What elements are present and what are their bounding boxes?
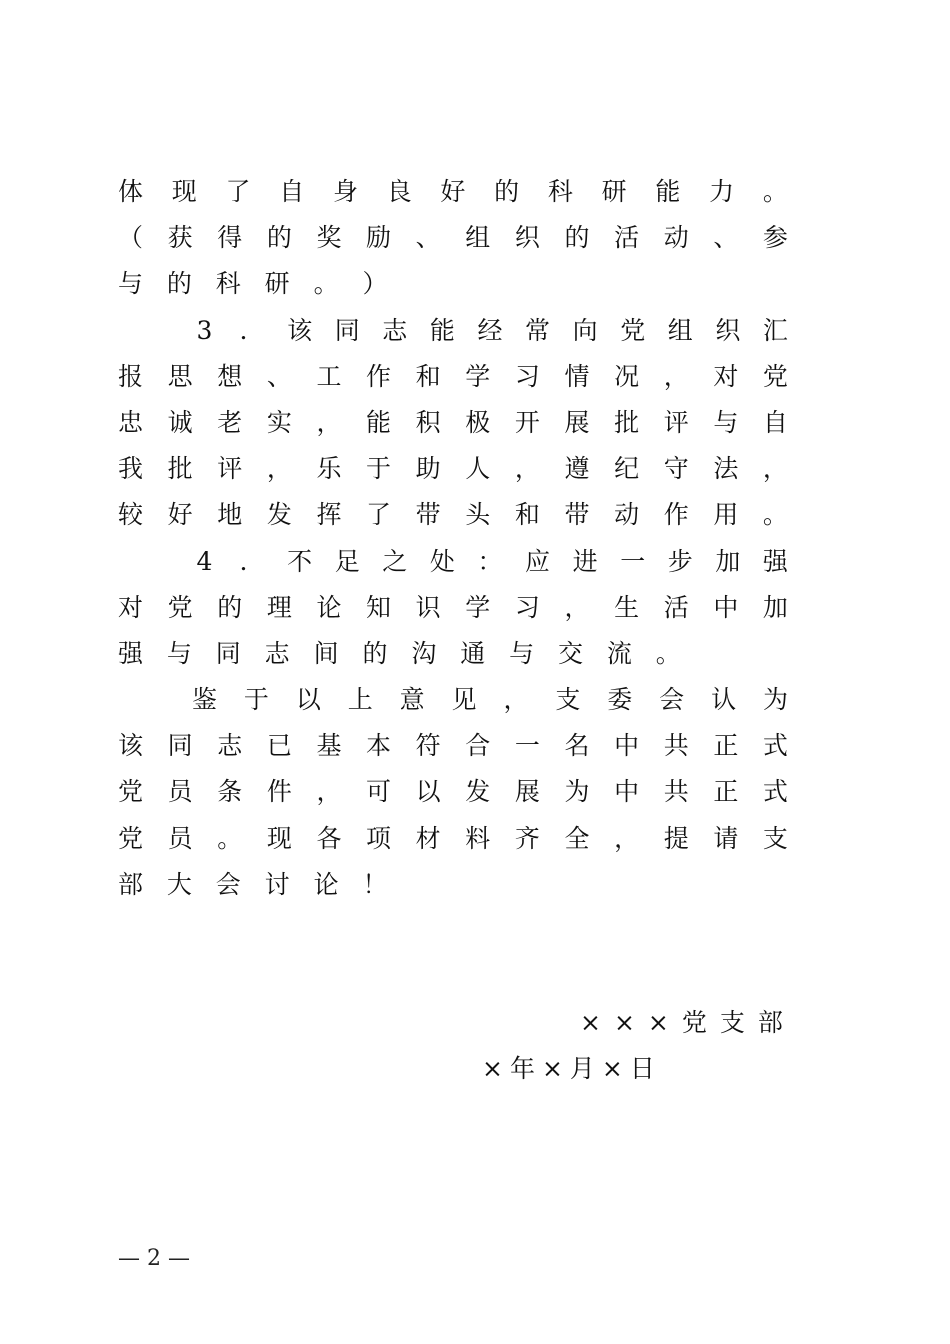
text-char: 、 <box>266 361 292 391</box>
text-char: 老 <box>217 407 243 437</box>
text-char: 的 <box>362 638 388 668</box>
text-char: 况 <box>614 361 640 391</box>
text-char: 活 <box>614 223 640 253</box>
text-char: 纪 <box>614 454 640 484</box>
text-char: 现 <box>171 177 197 206</box>
text-char: 同 <box>215 638 241 668</box>
text-char: 组 <box>465 223 491 253</box>
text-char: 学 <box>465 361 491 391</box>
text-char: 讨 <box>264 869 290 899</box>
text-char: 齐 <box>514 823 540 853</box>
text-char: 料 <box>465 823 491 853</box>
text-char: ！ <box>362 869 388 899</box>
text-line <box>118 677 788 723</box>
text-char: 于 <box>366 454 392 484</box>
text-char: 以 <box>295 685 321 715</box>
text-line <box>118 446 788 492</box>
text-char: 合 <box>465 731 491 761</box>
text-char: 能 <box>429 315 455 345</box>
text-char: 党 <box>762 361 788 391</box>
text-char: 可 <box>366 777 392 807</box>
text-char: 志 <box>264 638 290 668</box>
text-char: ， <box>663 361 689 391</box>
text-char: 处 <box>429 546 455 576</box>
text-char: 奖 <box>316 223 342 253</box>
text-char: 和 <box>415 361 441 391</box>
text-char: 与 <box>509 638 535 668</box>
text-char: 正 <box>713 731 739 761</box>
text-char: 获 <box>167 223 193 253</box>
text-char: 汇 <box>762 315 788 345</box>
text-char: 的 <box>266 223 292 253</box>
text-line <box>118 354 788 400</box>
text-char: 与 <box>713 407 739 437</box>
text-char: 对 <box>118 592 144 622</box>
text-char: 本 <box>366 731 392 761</box>
text-char: 动 <box>614 500 640 530</box>
text-char: 条 <box>217 777 243 807</box>
text-char: 组 <box>667 315 693 345</box>
text-char: 助 <box>415 454 441 484</box>
text-line <box>118 631 788 677</box>
text-char: 报 <box>118 361 144 391</box>
text-char: 作 <box>663 500 689 530</box>
text-char: 励 <box>366 223 392 253</box>
text-char: 工 <box>316 361 342 391</box>
text-char: 。 <box>762 177 788 206</box>
text-char: 习 <box>514 361 540 391</box>
text-char: 志 <box>217 731 243 761</box>
text-char: 人 <box>465 454 491 484</box>
text-char: 地 <box>217 500 243 530</box>
text-char: 符 <box>415 731 441 761</box>
text-char: 强 <box>762 546 788 576</box>
text-char: ， <box>316 777 342 807</box>
text-char: 发 <box>465 777 491 807</box>
text-char: 之 <box>382 546 408 576</box>
text-line <box>118 862 788 908</box>
text-char: 流 <box>606 638 632 668</box>
text-char: 忠 <box>118 407 144 437</box>
text-line <box>118 400 788 446</box>
text-line <box>118 308 788 354</box>
text-char: 认 <box>711 685 737 715</box>
text-char: 知 <box>366 592 392 622</box>
text-char: 共 <box>663 777 689 807</box>
text-line <box>118 539 788 585</box>
text-char: 了 <box>366 500 392 530</box>
text-char: 批 <box>167 454 193 484</box>
text-char: 展 <box>564 407 590 437</box>
text-char: 强 <box>118 638 144 668</box>
text-char: 的 <box>494 177 520 206</box>
text-char: 党 <box>118 777 144 807</box>
text-char: 头 <box>465 500 491 530</box>
signature-date: ×年×月×日 <box>482 1054 662 1083</box>
text-char: 材 <box>415 823 441 853</box>
text-char: 学 <box>465 592 491 622</box>
text-char: 正 <box>713 777 739 807</box>
text-char: 3 <box>196 315 213 345</box>
text-char: 科 <box>215 269 241 299</box>
text-char: 力 <box>709 177 735 206</box>
text-char: 该 <box>118 731 144 761</box>
text-char: ． <box>239 315 265 345</box>
text-char: 党 <box>620 315 646 345</box>
text-char: 、 <box>415 223 441 253</box>
text-char: 。 <box>655 638 681 668</box>
text-char: 鉴 <box>192 685 218 715</box>
text-char: （ <box>118 223 144 253</box>
body-text <box>118 169 788 908</box>
text-char: 展 <box>514 777 540 807</box>
text-char: 科 <box>547 177 573 206</box>
signature-organization: ×××党支部 <box>580 1008 796 1037</box>
text-char: 会 <box>659 685 685 715</box>
text-char: 向 <box>572 315 598 345</box>
text-char: 良 <box>386 177 412 206</box>
text-char: 委 <box>607 685 633 715</box>
text-line <box>118 169 788 215</box>
text-char: 好 <box>167 500 193 530</box>
text-char: 现 <box>266 823 292 853</box>
text-char: 为 <box>762 685 788 715</box>
text-char: ， <box>762 454 788 484</box>
text-char: 活 <box>663 592 689 622</box>
text-char: 动 <box>663 223 689 253</box>
text-char: 的 <box>564 223 590 253</box>
text-char: 员 <box>167 823 193 853</box>
text-char: 会 <box>215 869 241 899</box>
text-char: 对 <box>713 361 739 391</box>
text-char: 员 <box>167 777 193 807</box>
text-char: 极 <box>465 407 491 437</box>
text-char: 识 <box>415 592 441 622</box>
text-char: 步 <box>667 546 693 576</box>
text-char: 已 <box>266 731 292 761</box>
text-char: 大 <box>166 869 192 899</box>
text-char: 意 <box>399 685 425 715</box>
text-char: 4 <box>196 546 213 576</box>
text-char: 名 <box>564 731 590 761</box>
text-char: 。 <box>762 500 788 530</box>
text-char: 挥 <box>316 500 342 530</box>
text-char: 、 <box>713 223 739 253</box>
text-char: 中 <box>713 592 739 622</box>
text-char: 守 <box>663 454 689 484</box>
text-char: 以 <box>415 777 441 807</box>
text-line <box>118 215 788 261</box>
text-char: 全 <box>564 823 590 853</box>
text-char: 上 <box>347 685 373 715</box>
text-char: 党 <box>167 592 193 622</box>
text-char: 参 <box>762 223 788 253</box>
text-line <box>118 723 788 769</box>
text-char: ， <box>316 407 342 437</box>
text-char: 同 <box>334 315 360 345</box>
text-char: 论 <box>316 592 342 622</box>
text-char: 项 <box>366 823 392 853</box>
text-char: 实 <box>266 407 292 437</box>
text-char: 加 <box>762 592 788 622</box>
text-char: 不 <box>287 546 313 576</box>
text-char: 于 <box>243 685 269 715</box>
text-char: 请 <box>713 823 739 853</box>
text-char: 理 <box>266 592 292 622</box>
text-char: 为 <box>564 777 590 807</box>
text-line <box>118 769 788 815</box>
text-char: ， <box>266 454 292 484</box>
text-char: 遵 <box>564 454 590 484</box>
page-number: — 2 — <box>118 1246 190 1271</box>
text-char: ： <box>477 546 503 576</box>
text-line <box>118 261 788 307</box>
text-char: 一 <box>514 731 540 761</box>
text-char: 研 <box>264 269 290 299</box>
text-char: 式 <box>762 731 788 761</box>
text-char: ， <box>614 823 640 853</box>
text-char: 研 <box>601 177 627 206</box>
text-char: 了 <box>225 177 251 206</box>
text-char: 中 <box>614 777 640 807</box>
text-char: 交 <box>558 638 584 668</box>
text-char: 积 <box>415 407 441 437</box>
text-char: 好 <box>440 177 466 206</box>
text-char: 想 <box>217 361 243 391</box>
text-char: 应 <box>525 546 551 576</box>
text-char: 志 <box>382 315 408 345</box>
text-char: ， <box>503 685 529 715</box>
text-char: 作 <box>366 361 392 391</box>
text-char: 提 <box>663 823 689 853</box>
text-char: ， <box>514 454 540 484</box>
text-char: 各 <box>316 823 342 853</box>
text-char: 带 <box>564 500 590 530</box>
text-char: 得 <box>217 223 243 253</box>
text-char: 进 <box>572 546 598 576</box>
text-char: 支 <box>555 685 581 715</box>
text-char: 批 <box>614 407 640 437</box>
text-char: 党 <box>118 823 144 853</box>
text-char: 习 <box>514 592 540 622</box>
text-char: 间 <box>313 638 339 668</box>
text-char: 织 <box>715 315 741 345</box>
text-char: 与 <box>166 638 192 668</box>
text-char: 基 <box>316 731 342 761</box>
text-char: 情 <box>564 361 590 391</box>
text-char: 开 <box>514 407 540 437</box>
text-char: 一 <box>620 546 646 576</box>
text-char: 件 <box>266 777 292 807</box>
text-char: ） <box>362 269 388 299</box>
text-char: 通 <box>460 638 486 668</box>
text-char: 式 <box>762 777 788 807</box>
text-char: 的 <box>166 269 192 299</box>
text-char: 用 <box>713 500 739 530</box>
text-line <box>118 585 788 631</box>
text-char: 部 <box>118 869 144 899</box>
text-char: 同 <box>167 731 193 761</box>
text-char: 该 <box>287 315 313 345</box>
text-char: 沟 <box>411 638 437 668</box>
text-char: 常 <box>525 315 551 345</box>
text-char: 加 <box>715 546 741 576</box>
text-char: 自 <box>762 407 788 437</box>
text-char: ， <box>564 592 590 622</box>
text-char: 支 <box>762 823 788 853</box>
text-char: 足 <box>334 546 360 576</box>
text-char: 带 <box>415 500 441 530</box>
text-char: 。 <box>217 823 243 853</box>
text-char: 和 <box>514 500 540 530</box>
text-char: 体 <box>118 177 144 206</box>
text-line <box>118 492 788 538</box>
text-char: 身 <box>332 177 358 206</box>
text-char: 评 <box>217 454 243 484</box>
text-char: 的 <box>217 592 243 622</box>
text-char: 经 <box>477 315 503 345</box>
text-char: ． <box>239 546 265 576</box>
text-char: 生 <box>614 592 640 622</box>
text-char: 见 <box>451 685 477 715</box>
text-char: 与 <box>118 269 144 299</box>
text-char: 评 <box>663 407 689 437</box>
text-char: 诚 <box>167 407 193 437</box>
text-line <box>118 816 788 862</box>
text-char: 共 <box>663 731 689 761</box>
text-char: 我 <box>118 454 144 484</box>
text-char: 法 <box>713 454 739 484</box>
text-char: 能 <box>366 407 392 437</box>
text-char: 能 <box>655 177 681 206</box>
text-char: 论 <box>313 869 339 899</box>
text-char: 。 <box>313 269 339 299</box>
text-char: 思 <box>167 361 193 391</box>
text-char: 织 <box>514 223 540 253</box>
text-char: 乐 <box>316 454 342 484</box>
text-char: 中 <box>614 731 640 761</box>
text-char: 较 <box>118 500 144 530</box>
text-char: 发 <box>266 500 292 530</box>
text-char: 自 <box>279 177 305 206</box>
